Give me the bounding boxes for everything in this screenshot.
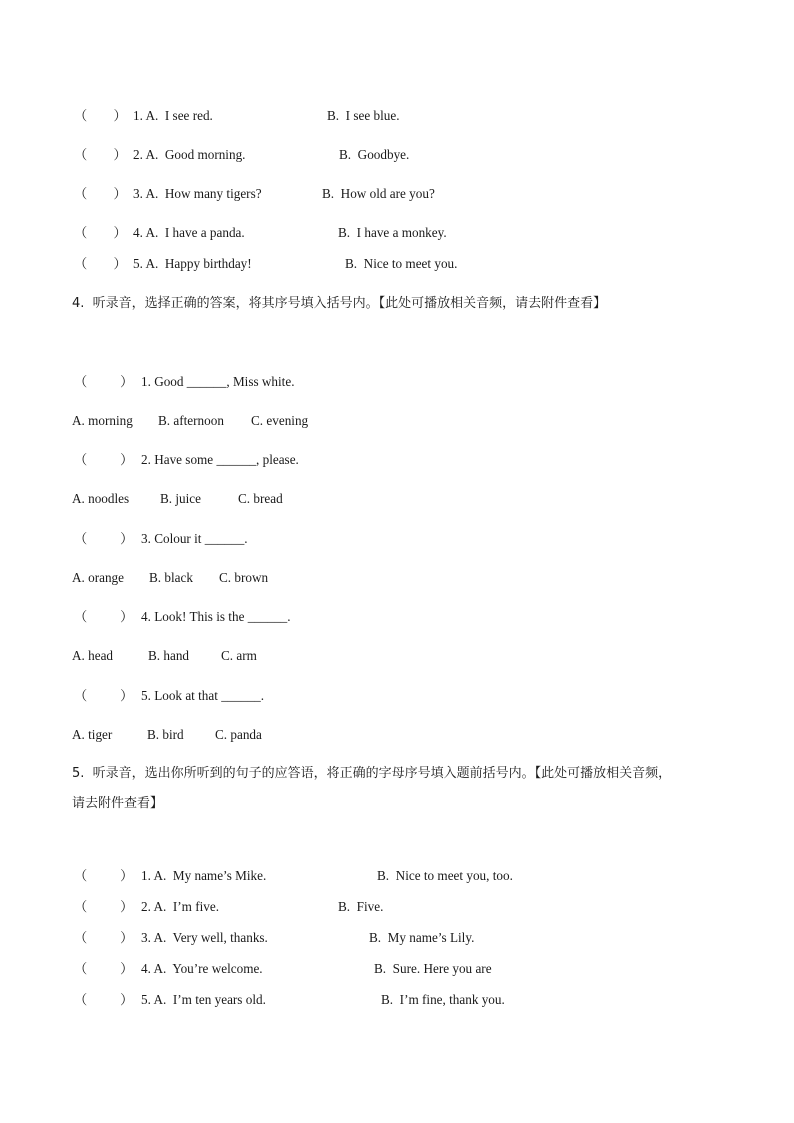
question-text: 3. Colour it ______. — [141, 531, 248, 546]
option-a: A. tiger — [72, 727, 113, 742]
option-c: C. evening — [251, 413, 309, 428]
answer-bracket[interactable]: （ ） — [74, 531, 134, 546]
question-text: 4. Look! This is the ______. — [141, 609, 291, 624]
option-b: B. juice — [160, 491, 202, 506]
question-option-a: 4. A. I have a panda. — [133, 225, 245, 240]
question-option-a: 5. A. Happy birthday! — [133, 256, 252, 271]
answer-bracket[interactable]: （ ） — [74, 147, 127, 162]
question-option-b: B. How old are you? — [322, 186, 435, 201]
section-4-heading: 4. 听录音，选择正确的答案，将其序号填入括号内。【此处可播放相关音频，请去附件查看】 — [72, 296, 607, 311]
answer-bracket[interactable]: （ ） — [74, 688, 134, 703]
question-option-a: 3. A. Very well, thanks. — [141, 930, 268, 945]
option-a: A. morning — [72, 413, 133, 428]
question-option-b: B. I’m fine, thank you. — [381, 992, 505, 1007]
answer-bracket[interactable]: （ ） — [74, 452, 134, 467]
answer-bracket[interactable]: （ ） — [74, 961, 134, 976]
question-text: 2. Have some ______, please. — [141, 452, 299, 467]
answer-bracket[interactable]: （ ） — [74, 992, 134, 1007]
answer-bracket[interactable]: （ ） — [74, 609, 134, 624]
option-c: C. brown — [219, 570, 269, 585]
question-option-a: 2. A. I’m five. — [141, 899, 220, 914]
section-5-heading-line-1: 5. 听录音，选出你所听到的句子的应答语，将正确的字母序号填入题前括号内。【此处可播放相关音频， — [72, 766, 672, 781]
section-5-heading-line-2: 请去附件查看】 — [72, 796, 164, 811]
option-c: C. bread — [238, 491, 283, 506]
question-option-a: 5. A. I’m ten years old. — [141, 992, 266, 1007]
answer-bracket[interactable]: （ ） — [74, 930, 134, 945]
question-option-a: 1. A. I see red. — [133, 108, 213, 123]
option-c: C. panda — [215, 727, 262, 742]
answer-bracket[interactable]: （ ） — [74, 899, 134, 914]
question-option-b: B. Sure. Here you are — [374, 961, 492, 976]
option-b: B. black — [149, 570, 193, 585]
option-a: A. orange — [72, 570, 124, 585]
question-option-b: B. Goodbye. — [339, 147, 410, 162]
question-option-b: B. Five. — [338, 899, 384, 914]
question-option-b: B. I see blue. — [327, 108, 400, 123]
question-option-a: 3. A. How many tigers? — [133, 186, 262, 201]
option-b: B. bird — [147, 727, 184, 742]
option-b: B. hand — [148, 648, 190, 663]
question-option-a: 1. A. My name’s Mike. — [141, 868, 267, 883]
option-b: B. afternoon — [158, 413, 224, 428]
answer-bracket[interactable]: （ ） — [74, 868, 134, 883]
answer-bracket[interactable]: （ ） — [74, 256, 127, 271]
option-c: C. arm — [221, 648, 257, 663]
question-option-b: B. Nice to meet you. — [345, 256, 458, 271]
question-option-a: 4. A. You’re welcome. — [141, 961, 263, 976]
question-option-a: 2. A. Good morning. — [133, 147, 246, 162]
question-option-b: B. My name’s Lily. — [369, 930, 475, 945]
answer-bracket[interactable]: （ ） — [74, 108, 127, 123]
answer-bracket[interactable]: （ ） — [74, 186, 127, 201]
answer-bracket[interactable]: （ ） — [74, 374, 134, 389]
option-a: A. head — [72, 648, 114, 663]
question-text: 5. Look at that ______. — [141, 688, 265, 703]
question-option-b: B. Nice to meet you, too. — [377, 868, 513, 883]
answer-bracket[interactable]: （ ） — [74, 225, 127, 240]
option-a: A. noodles — [72, 491, 130, 506]
question-option-b: B. I have a monkey. — [338, 225, 447, 240]
question-text: 1. Good ______, Miss white. — [141, 374, 295, 389]
